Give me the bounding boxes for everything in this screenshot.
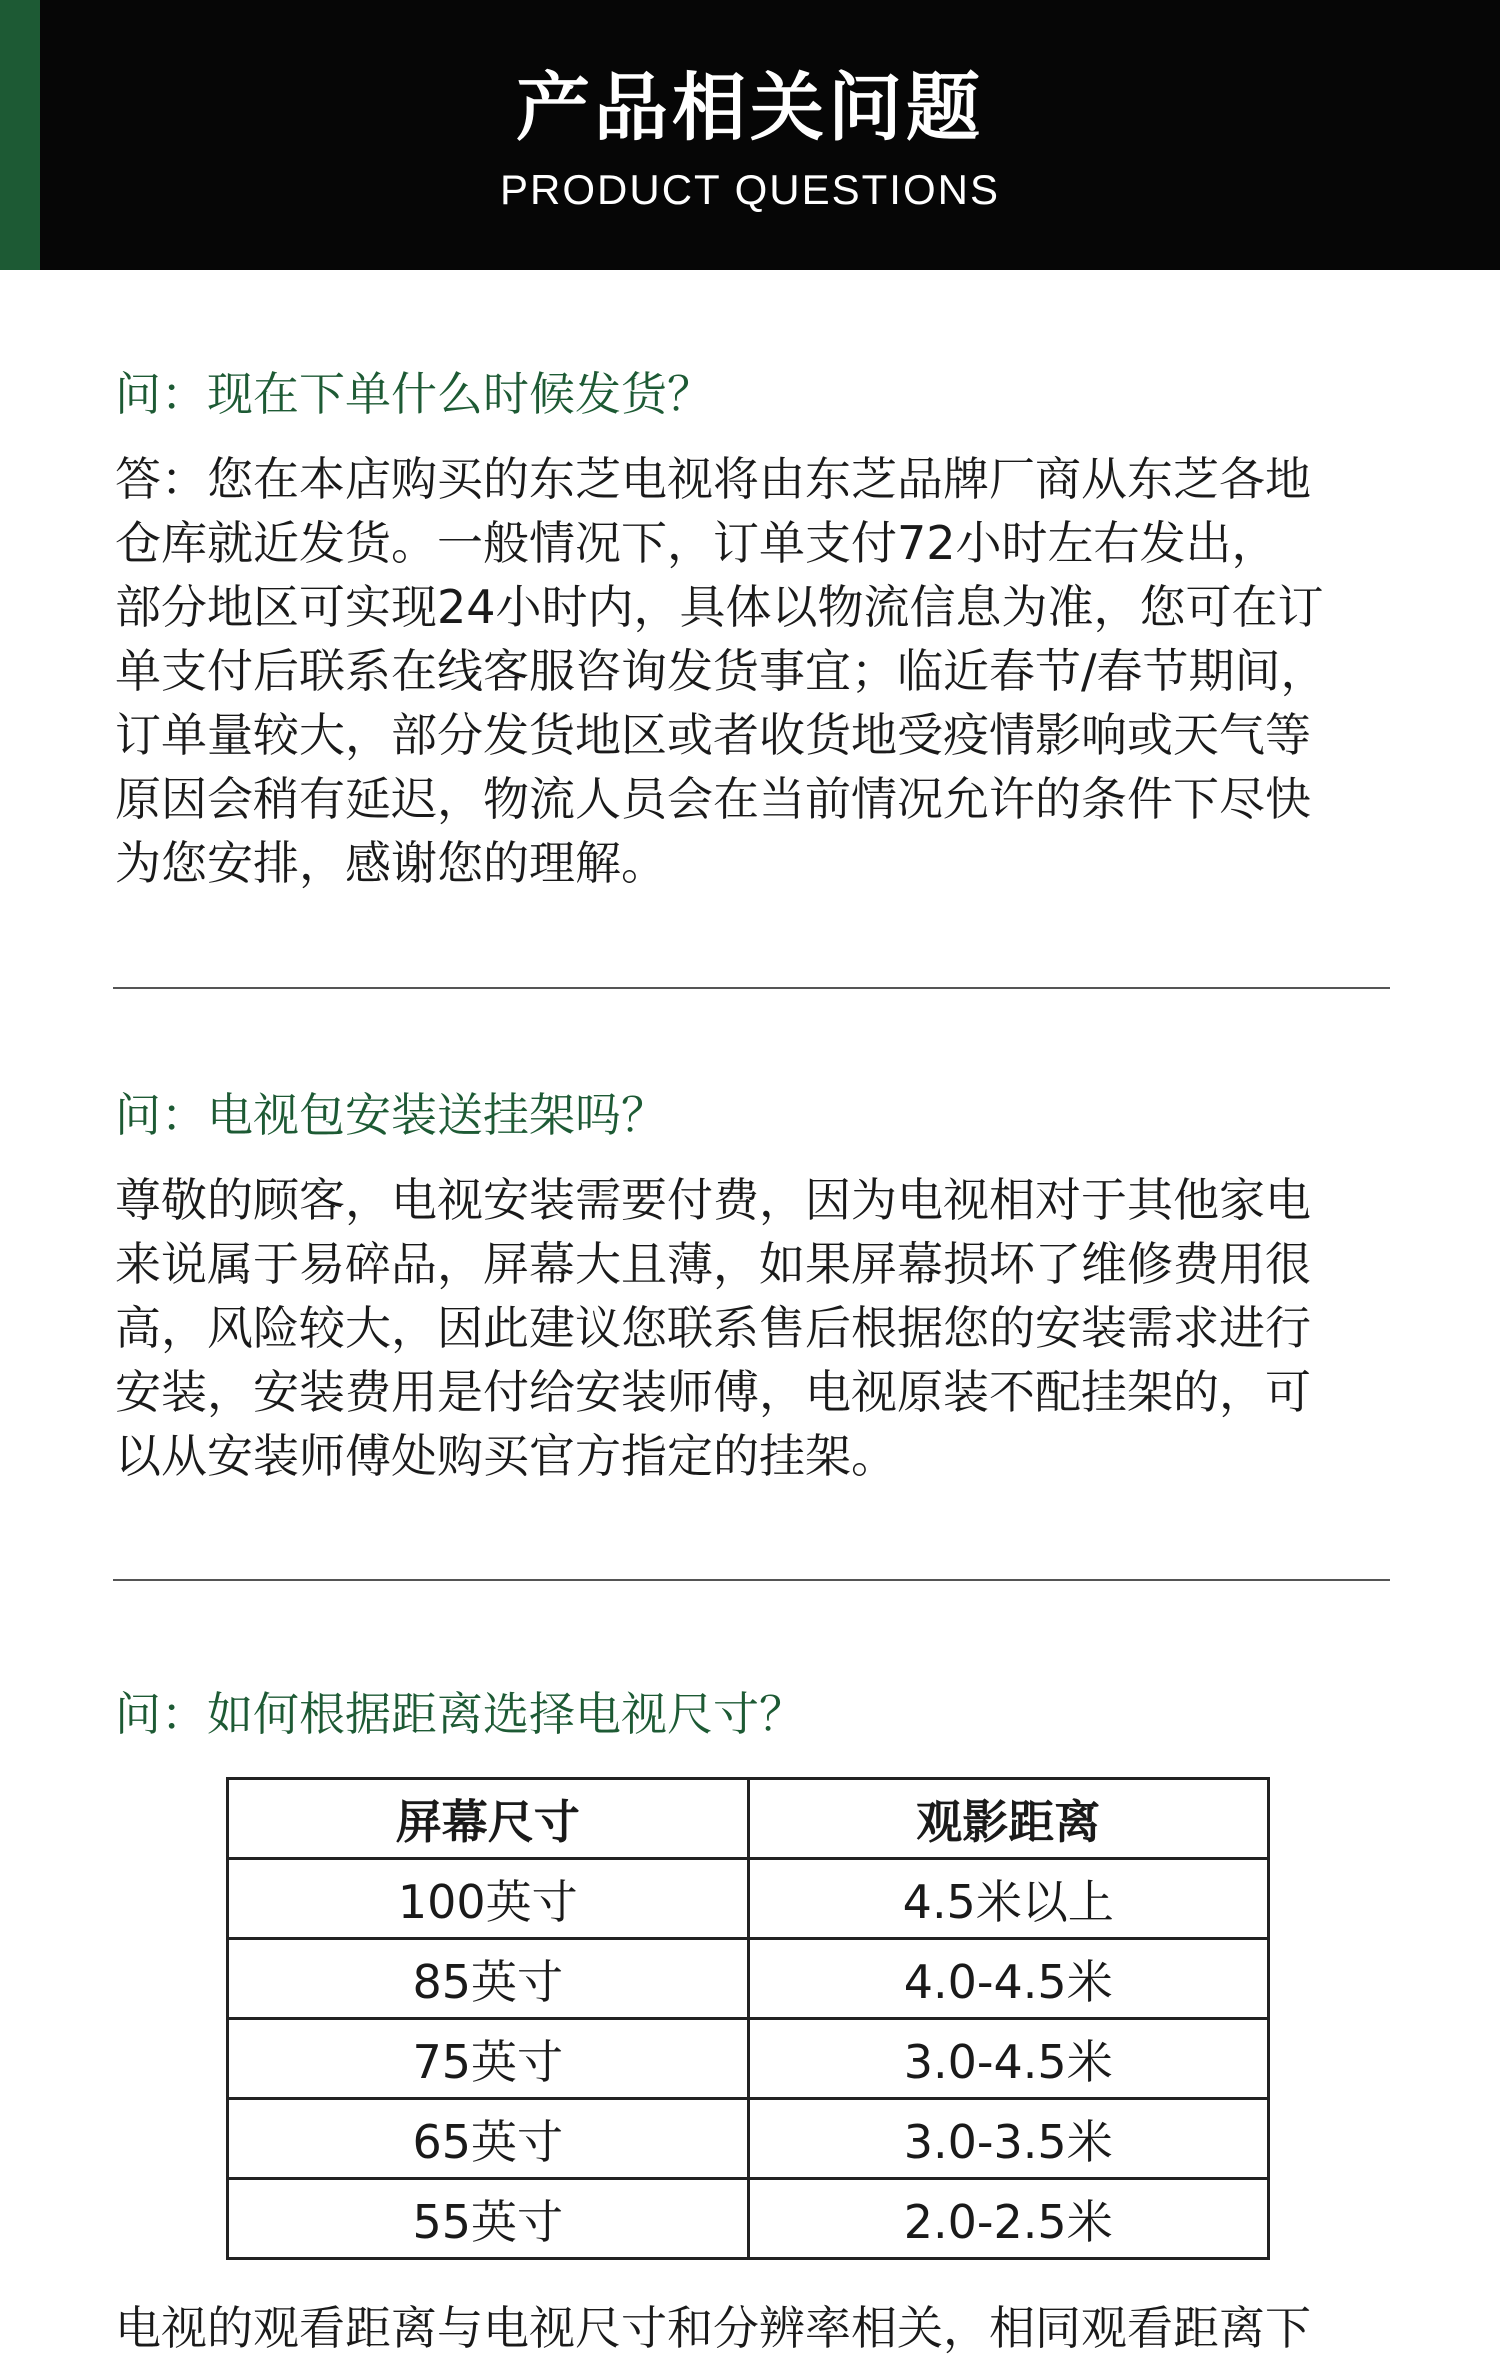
cell-screen-size: 75英寸 (228, 2019, 749, 2099)
cell-screen-size: 55英寸 (228, 2179, 749, 2259)
column-header-viewing-distance: 观影距离 (748, 1779, 1269, 1859)
section-divider (113, 987, 1390, 989)
table-row (228, 1939, 1269, 2019)
column-header-screen-size: 屏幕尺寸 (228, 1779, 749, 1859)
cell-screen-size: 100英寸 (228, 1859, 749, 1939)
answer-line: 来说属于易碎品，屏幕大且薄，如果屏幕损坏了维修费用很 (115, 1237, 1311, 1291)
faq-answer-installation (115, 1168, 1405, 1488)
answer-line: 尊敬的顾客，电视安装需要付费，因为电视相对于其他家电 (115, 1173, 1311, 1227)
answer-line: 以从安装师傅处购买官方指定的挂架。 (115, 1429, 897, 1483)
faq-question-shipping: 问：现在下单什么时候发货？ (115, 367, 713, 421)
faq-answer-shipping (115, 447, 1405, 895)
faq-question-size: 问：如何根据距离选择电视尺寸？ (115, 1687, 805, 1741)
page-title: 产品相关问题 (516, 65, 984, 151)
cell-screen-size: 85英寸 (228, 1939, 749, 2019)
table-row (228, 2019, 1269, 2099)
answer-line: 为您安排，感谢您的理解。 (115, 836, 667, 890)
answer-line: 部分地区可实现24小时内，具体以物流信息为准，您可在订 (115, 580, 1324, 634)
answer-line: 答：您在本店购买的东芝电视将由东芝品牌厂商从东芝各地 (115, 452, 1311, 506)
cell-viewing-distance: 3.0-4.5米 (748, 2019, 1269, 2099)
section-divider (113, 1579, 1390, 1581)
page-subtitle: PRODUCT QUESTIONS (500, 166, 1000, 213)
cell-viewing-distance: 2.0-2.5米 (748, 2179, 1269, 2259)
cell-viewing-distance: 4.5米以上 (748, 1859, 1269, 1939)
answer-line: 订单量较大，部分发货地区或者收货地受疫情影响或天气等 (115, 708, 1311, 762)
answer-line: 仓库就近发货。一般情况下，订单支付72小时左右发出， (115, 516, 1278, 570)
answer-line: 原因会稍有延迟，物流人员会在当前情况允许的条件下尽快 (115, 772, 1311, 826)
table-row (228, 2179, 1269, 2259)
cell-viewing-distance: 4.0-4.5米 (748, 1939, 1269, 2019)
faq-question-installation: 问：电视包安装送挂架吗？ (115, 1088, 667, 1142)
table-header-row (228, 1779, 1269, 1859)
table-row (228, 2099, 1269, 2179)
answer-line: 单支付后联系在线客服咨询发货事宜；临近春节/春节期间， (115, 644, 1327, 698)
answer-line: 安装，安装费用是付给安装师傅，电视原装不配挂架的，可 (115, 1365, 1311, 1419)
page-header (0, 0, 1500, 270)
screen-size-table (226, 1777, 1270, 2260)
cell-viewing-distance: 3.0-3.5米 (748, 2099, 1269, 2179)
cell-screen-size: 65英寸 (228, 2099, 749, 2179)
answer-line: 高，风险较大，因此建议您联系售后根据您的安装需求进行 (115, 1301, 1311, 1355)
footer-note-partial: 电视的观看距离与电视尺寸和分辨率相关，相同观看距离下 (115, 2301, 1311, 2355)
table-row (228, 1859, 1269, 1939)
